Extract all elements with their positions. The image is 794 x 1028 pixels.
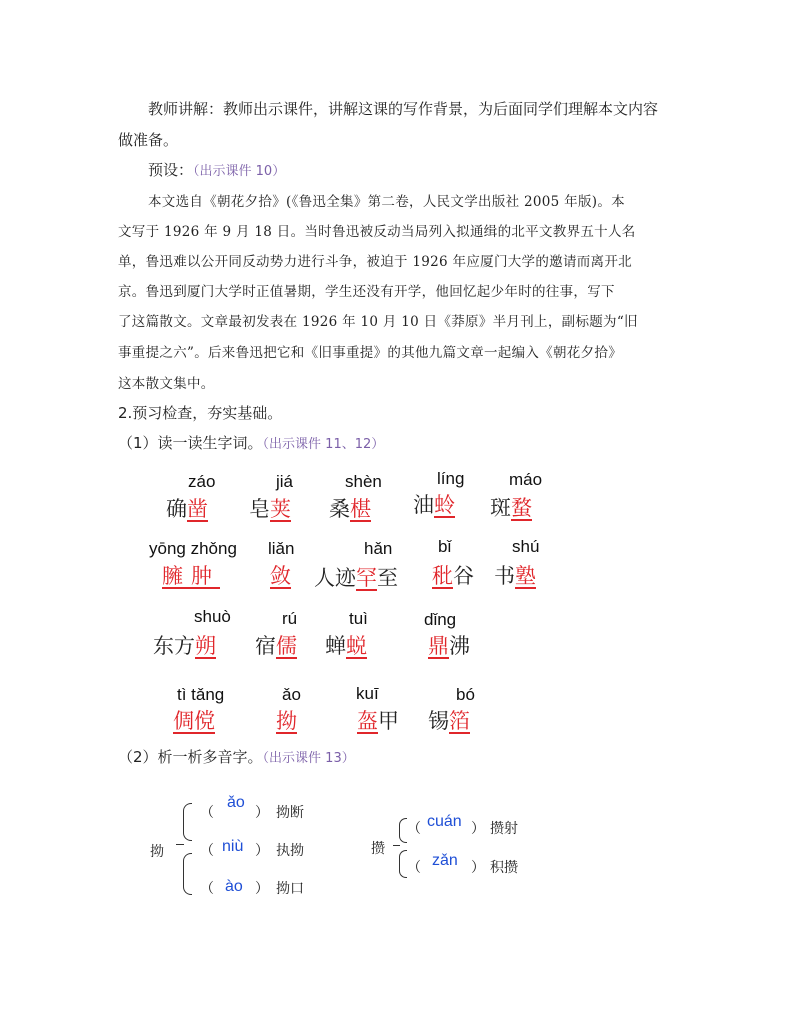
poly-word: 拗断 — [276, 805, 304, 821]
pinyin: shuò — [194, 607, 231, 626]
vocab-word — [494, 560, 536, 590]
poly-pinyin: cuán — [427, 813, 462, 830]
vocab-word — [428, 705, 470, 735]
vocab-word — [432, 560, 474, 590]
preset-label: 预设： — [148, 161, 194, 179]
pinyin: jiá — [276, 472, 294, 491]
background-line-5: 了这篇散文。文章最初发表在 1926 年 10 月 10 日《莽原》半月刊上，副标题为“旧 — [118, 314, 638, 330]
vocab-word — [249, 493, 291, 523]
vocab-target-char: 荚 — [270, 497, 291, 521]
poly-word: 执拗 — [276, 843, 304, 859]
poly-word: 攒射 — [490, 821, 518, 837]
pinyin: rú — [282, 609, 298, 628]
vocab-prefix: 皂 — [249, 497, 270, 521]
vocab-word — [357, 705, 399, 735]
poly-paren-close: ） — [471, 860, 485, 876]
vocab-target-char: 椹 — [350, 497, 371, 521]
pinyin: záo — [188, 472, 216, 491]
background-line-4: 京。鲁迅到厦门大学时正值暑期，学生还没有开学，他回忆起少年时的往事，写下 — [118, 284, 615, 300]
poly-pinyin: niù — [222, 838, 244, 855]
background-line-7: 这本散文集中。 — [118, 376, 215, 392]
sub1-line — [118, 433, 384, 455]
vocab-target-char: 罕 — [356, 566, 377, 590]
left-brace-top — [183, 803, 192, 841]
background-line-2: 文写于 1926 年 9 月 18 日。当时鲁迅被反动当局列入拟通缉的北平文教界五十人名 — [118, 224, 636, 240]
polyphonic-char-ao: 拗 — [150, 844, 164, 860]
vocab-prefix: 油 — [413, 493, 434, 517]
vocab-target-char: 蝥 — [511, 496, 532, 520]
left-brace-bottom — [399, 850, 407, 878]
section-2-title: 2.预习检查，夯实基础。 — [118, 404, 283, 422]
poly-paren-close: ） — [255, 805, 269, 821]
vocab-suffix: 甲 — [378, 709, 399, 733]
poly-paren-close: ） — [255, 881, 269, 897]
poly-paren-open: （ — [407, 860, 421, 876]
poly-paren-open: （ — [200, 881, 214, 897]
poly-paren-open: （ — [200, 843, 214, 859]
vocab-target-char: 拗 — [276, 709, 297, 733]
pinyin: tuì — [349, 609, 368, 628]
sub2-line — [118, 747, 355, 769]
vocab-suffix: 沸 — [449, 634, 470, 658]
preset-line — [148, 160, 285, 182]
vocab-target-char: 鼎 — [428, 634, 449, 658]
vocab-target-char: 敛 — [270, 564, 291, 588]
vocab-prefix: 桑 — [329, 497, 350, 521]
vocab-word — [490, 492, 532, 522]
vocab-word — [255, 630, 297, 660]
vocab-target-char: 秕 — [432, 564, 453, 588]
background-line-6: 事重提之六”。后来鲁迅把它和《旧事重提》的其他九篇文章一起编入《朝花夕拾》 — [118, 345, 623, 361]
vocab-word — [428, 630, 470, 660]
vocab-word — [162, 560, 220, 590]
pinyin: tì tǎng — [177, 685, 225, 704]
poly-paren-close: ） — [471, 821, 485, 837]
sub1-courseware-note: （出示课件 11、12） — [262, 437, 385, 452]
pinyin: máo — [509, 470, 543, 489]
poly-paren-open: （ — [200, 805, 214, 821]
vocab-prefix: 人迹 — [314, 566, 356, 590]
pinyin: shú — [512, 537, 540, 556]
preset-courseware-note: （出示课件 10） — [193, 164, 286, 179]
background-line-3: 单，鲁迅难以公开同反动势力进行斗争，被迫于 1926 年应厦门大学的邀请而离开北 — [118, 254, 632, 270]
vocab-word — [166, 493, 208, 523]
left-brace-bottom — [183, 853, 192, 895]
teacher-lecture-line1: 教师讲解：教师出示课件，讲解这课的写作背景，为后面同学们理解本文内容 — [148, 100, 659, 118]
pinyin: liǎn — [268, 539, 295, 558]
teacher-lecture-line2: 做准备。 — [118, 131, 179, 149]
vocab-target-char: 盔 — [357, 709, 378, 733]
poly-pinyin: ǎo — [227, 794, 245, 811]
pinyin: dǐng — [424, 610, 457, 629]
vocab-prefix: 确 — [166, 497, 187, 521]
vocab-word — [413, 489, 455, 519]
pinyin: bó — [456, 685, 475, 704]
vocab-word — [314, 562, 398, 592]
pinyin: bǐ — [438, 537, 452, 556]
pinyin: hǎn — [364, 539, 393, 558]
poly-word: 积攒 — [490, 860, 518, 876]
vocab-prefix: 宿 — [255, 634, 276, 658]
background-line-1: 本文选自《朝花夕拾》(《鲁迅全集》第二卷，人民文学出版社 2005 年版)。本 — [148, 194, 625, 210]
vocab-word — [270, 560, 291, 590]
poly-pinyin: ào — [225, 878, 243, 895]
vocab-prefix: 锡 — [428, 709, 449, 733]
brace-point — [176, 844, 184, 845]
sub2-label: （2）析一析多音字。 — [118, 748, 263, 766]
vocab-target-char: 蜕 — [346, 634, 367, 658]
polyphonic-char-zan: 攒 — [371, 841, 385, 857]
vocab-prefix: 东方 — [153, 634, 195, 658]
vocab-suffix: 至 — [377, 566, 398, 590]
vocab-word — [329, 493, 371, 523]
vocab-target-char: 儒 — [276, 634, 297, 658]
sub2-courseware-note: （出示课件 13） — [262, 751, 355, 766]
pinyin: líng — [437, 469, 465, 488]
vocab-target-char: 倜傥 — [173, 709, 215, 733]
sub1-label: （1）读一读生字词。 — [118, 434, 263, 452]
vocab-prefix: 斑 — [490, 496, 511, 520]
vocab-word — [173, 705, 215, 735]
left-brace-top — [399, 818, 407, 843]
pinyin: yōng zhǒng — [149, 539, 237, 558]
vocab-target-char: 塾 — [515, 564, 536, 588]
vocab-target-char: 凿 — [187, 497, 208, 521]
pinyin: kuī — [356, 684, 379, 703]
vocab-suffix: 谷 — [453, 564, 474, 588]
vocab-target-char: 臃肿 — [162, 564, 220, 588]
pinyin: shèn — [345, 472, 382, 491]
vocab-word — [325, 630, 367, 660]
poly-word: 拗口 — [276, 881, 304, 897]
vocab-target-char: 箔 — [449, 709, 470, 733]
pinyin: ǎo — [282, 685, 301, 704]
brace-point — [393, 845, 400, 846]
poly-pinyin: zǎn — [432, 852, 458, 869]
vocab-word — [153, 630, 216, 660]
poly-paren-open: （ — [407, 821, 421, 837]
vocab-target-char: 朔 — [195, 634, 216, 658]
vocab-prefix: 蝉 — [325, 634, 346, 658]
poly-paren-close: ） — [255, 843, 269, 859]
vocab-target-char: 蛉 — [434, 493, 455, 517]
vocab-word — [276, 705, 297, 735]
vocab-prefix: 书 — [494, 564, 515, 588]
